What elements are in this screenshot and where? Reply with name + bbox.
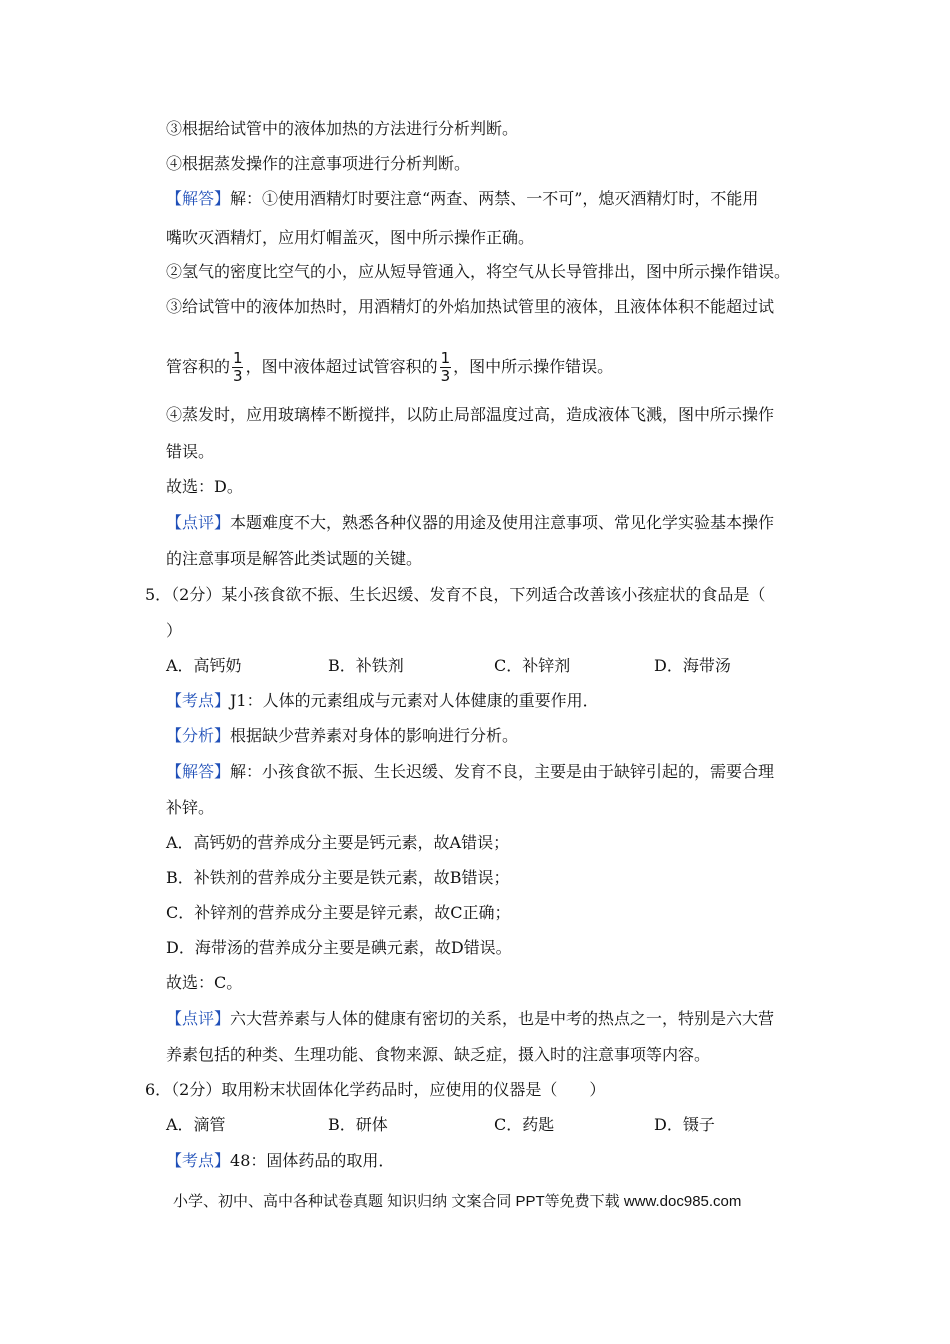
q4-analysis-3: ③根据给试管中的液体加热的方法进行分析判断。 <box>166 119 519 138</box>
answer-tag: 【解答】 <box>166 189 231 208</box>
q4-answer-line-7: 错误。 <box>166 442 215 461</box>
comment-tag: 【点评】 <box>166 513 231 532</box>
q6-kaodian-text: 48：固体药品的取用． <box>230 1151 395 1170</box>
q4-answer-5b: ，图中液体超过试管容积的 <box>245 357 438 376</box>
fraction-numerator: 1 <box>233 349 243 367</box>
q5-option-c: C．补锌剂 <box>494 656 571 675</box>
fraction-denominator: 3 <box>440 367 451 385</box>
q5-fenxi <box>166 726 518 746</box>
q4-comment-line-2: 的注意事项是解答此类试题的关键。 <box>166 549 423 568</box>
q5-stem-line-2: ） <box>166 621 183 640</box>
q4-answer-5c: ，图中所示操作错误。 <box>453 357 614 376</box>
q4-analysis-4: ④根据蒸发操作的注意事项进行分析判断。 <box>166 154 471 173</box>
q5-answer-line-2: 补锌。 <box>166 798 215 817</box>
q4-answer-line-3: ②氢气的密度比空气的小，应从短导管通入，将空气从长导管排出，图中所示操作错误。 <box>166 262 791 281</box>
q6-option-c: C．药匙 <box>494 1115 555 1134</box>
q6-option-d: D．镊子 <box>654 1115 715 1134</box>
q5-answer-d: D．海带汤的营养成分主要是碘元素，故D错误。 <box>166 938 512 957</box>
q4-answer-line-4: ③给试管中的液体加热时，用酒精灯的外焰加热试管里的液体，且液体体积不能超过试 <box>166 297 775 316</box>
q4-choice: 故选：D。 <box>166 477 243 496</box>
q4-answer-line-1 <box>166 189 758 209</box>
q4-answer-5a: 管容积的 <box>166 357 231 376</box>
q5-comment-line-1 <box>166 1009 774 1029</box>
q6-kaodian <box>166 1151 394 1171</box>
q5-answer-line-1 <box>166 762 774 782</box>
fenxi-tag: 【分析】 <box>166 726 231 745</box>
fraction-one-third-2 <box>440 350 452 385</box>
q4-answer-line-5 <box>166 348 613 386</box>
q4-comment-text-1: 本题难度不大，熟悉各种仪器的用途及使用注意事项、常见化学实验基本操作 <box>230 513 775 532</box>
q5-choice: 故选：C。 <box>166 973 243 992</box>
fraction-one-third <box>232 350 244 385</box>
q5-kaodian-text: J1：人体的元素组成与元素对人体健康的重要作用． <box>230 691 599 710</box>
q5-kaodian <box>166 691 599 711</box>
q5-option-a: A．高钙奶 <box>166 656 242 675</box>
q4-comment-line-1 <box>166 513 774 533</box>
q5-option-b: B．补铁剂 <box>328 656 404 675</box>
q5-comment-line-2: 养素包括的种类、生理功能、食物来源、缺乏症，摄入时的注意事项等内容。 <box>166 1045 711 1064</box>
q5-answer-b: B．补铁剂的营养成分主要是铁元素，故B错误； <box>166 868 510 887</box>
q4-answer-text-1: 解：①使用酒精灯时要注意“两查、两禁、一不可”，熄灭酒精灯时，不能用 <box>230 189 759 208</box>
q5-stem-line-1: 5．（2分）某小孩食欲不振、生长迟缓、发育不良，下列适合改善该小孩症状的食品是（ <box>145 585 766 604</box>
q5-answer-c: C．补锌剂的营养成分主要是锌元素，故C正确； <box>166 903 511 922</box>
fraction-numerator: 1 <box>440 349 451 367</box>
comment-tag: 【点评】 <box>166 1009 231 1028</box>
page-footer: 小学、初中、高中各种试卷真题 知识归纳 文案合同 PPT等免费下载 www.doc985.com <box>173 1193 742 1210</box>
q6-option-b: B．研体 <box>328 1115 388 1134</box>
q5-fenxi-text: 根据缺少营养素对身体的影响进行分析。 <box>230 726 519 745</box>
fraction-denominator: 3 <box>233 367 243 385</box>
q6-stem: 6．（2分）取用粉末状固体化学药品时，应使用的仪器是（ ） <box>145 1080 606 1099</box>
q4-answer-line-2: 嘴吹灭酒精灯，应用灯帽盖灭，图中所示操作正确。 <box>166 228 535 247</box>
q6-option-a: A．滴管 <box>166 1115 226 1134</box>
kaodian-tag: 【考点】 <box>166 691 231 710</box>
q5-comment-text-1: 六大营养素与人体的健康有密切的关系，也是中考的热点之一，特别是六大营 <box>230 1009 775 1028</box>
kaodian-tag: 【考点】 <box>166 1151 231 1170</box>
q5-answer-a: A．高钙奶的营养成分主要是钙元素，故A错误； <box>166 833 510 852</box>
q5-answer-text-1: 解：小孩食欲不振、生长迟缓、发育不良，主要是由于缺锌引起的，需要合理 <box>230 762 775 781</box>
answer-tag: 【解答】 <box>166 762 231 781</box>
q5-option-d: D．海带汤 <box>654 656 731 675</box>
q4-answer-line-6: ④蒸发时，应用玻璃棒不断搅拌，以防止局部温度过高，造成液体飞溅，图中所示操作 <box>166 405 775 424</box>
